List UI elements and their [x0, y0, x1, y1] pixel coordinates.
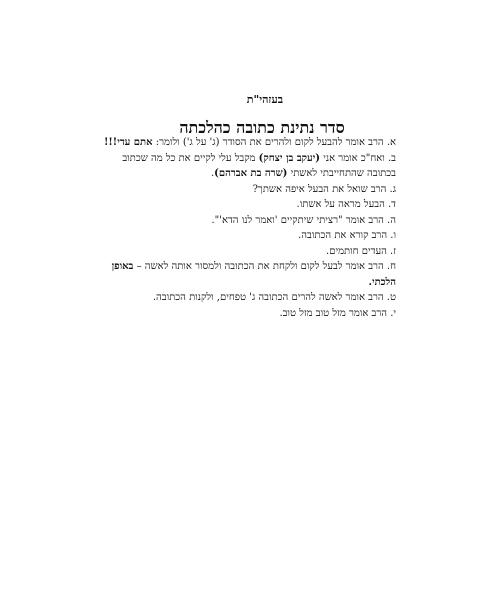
page-title: סדר נתינת כתובה כהלכתה — [179, 118, 345, 137]
list-item: י. הרב אומר מזל טוב מזל טוב. — [279, 307, 396, 319]
page-header: בעזהי"ת — [246, 93, 283, 106]
list-item: ו. הרב קורא את הכתובה. — [298, 230, 396, 241]
instruction-list — [100, 135, 396, 321]
list-item: א. הרב אומר להבעל לקום ולהרים את הסודר (ג' על ג') ולומר: אתם עדי!!! — [104, 137, 396, 148]
list-item: ב. ואח"כ אומר אני (יעקב בן יצחק) מקבל עלי לקיים את כל מה שכתוב בכתובה שהתחייבתי לאשתי (שרה בת אברהם). — [122, 152, 396, 179]
list-item: ח. הרב אומר לבעל לקום ולקחת את הכתובה ולמסור אותה לאשה – באופן הלכתי. — [111, 261, 396, 288]
list-item: ז. העדים חותמים. — [326, 245, 396, 257]
list-item: ד. הבעל מראה על אשתו. — [296, 199, 396, 210]
list-item: ג. הרב שואל את הבעל איפה אשתך? — [252, 183, 396, 195]
list-item: ה. הרב אומר "רציתי שיתקיים 'ואמר לנו הדא'". — [211, 214, 396, 226]
list-item: ט. הרב אומר לאשה להרים הכתובה ג' טפחים, ולקנות הכתובה. — [152, 292, 396, 303]
